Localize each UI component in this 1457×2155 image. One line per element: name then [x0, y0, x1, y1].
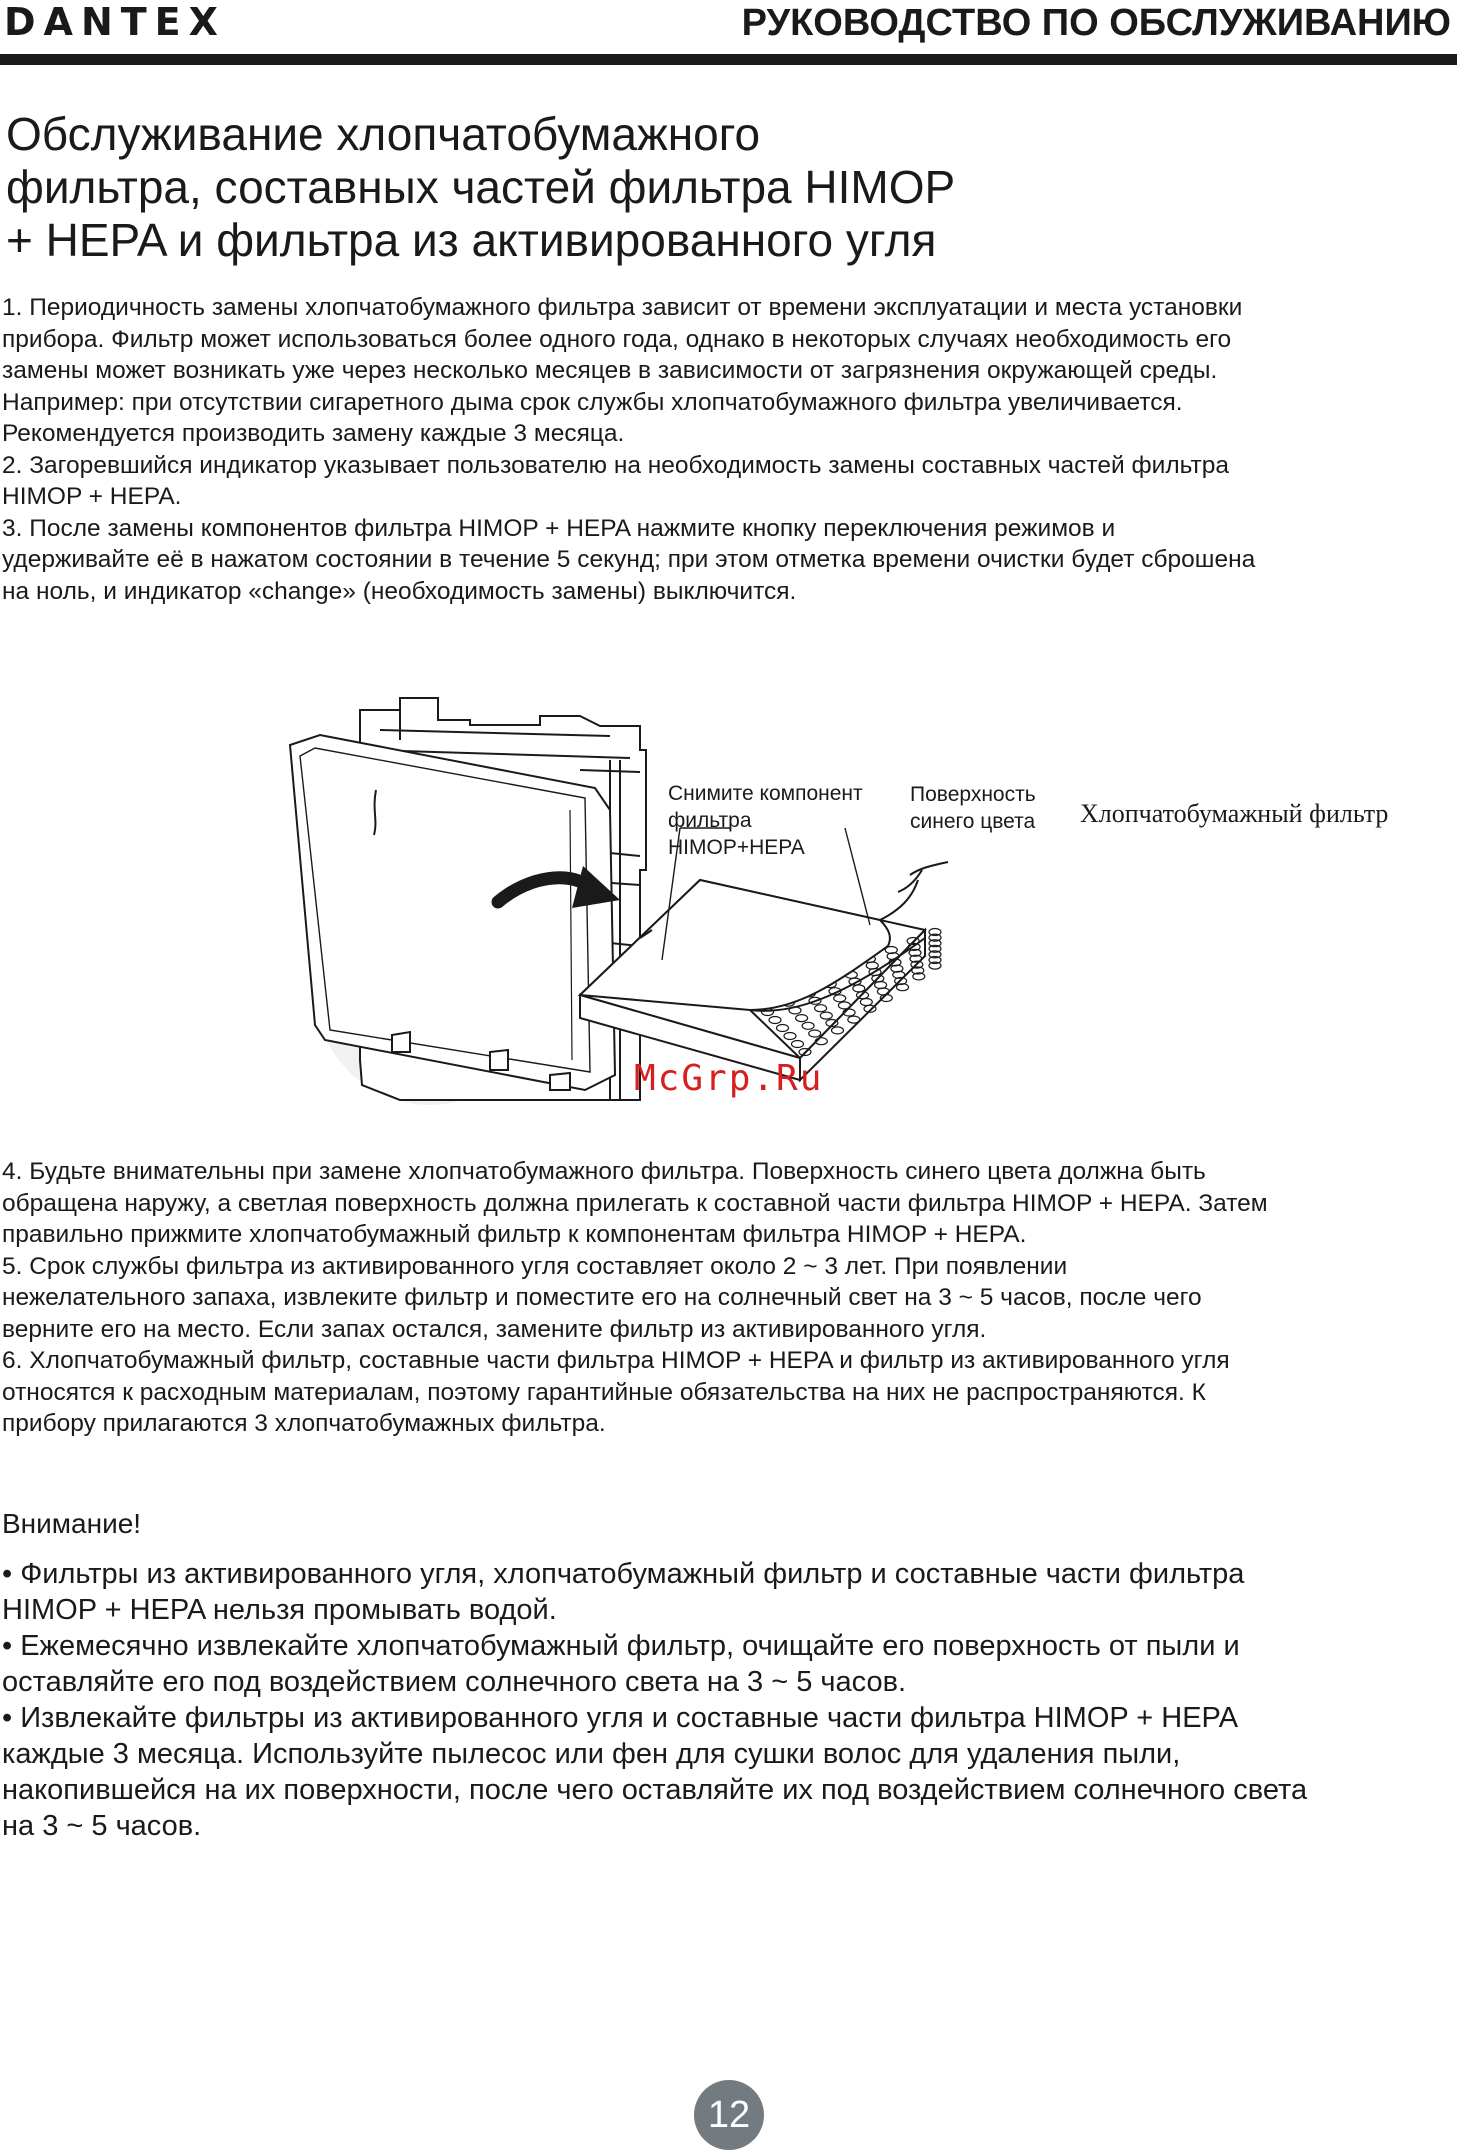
watermark: McGrp.Ru [634, 1058, 824, 1099]
label-blue-surface: Поверхность синего цвета [910, 783, 1036, 833]
header-rule [0, 54, 1457, 65]
warning-heading: Внимание! [2, 1508, 142, 1539]
warning-list: • Фильтры из активированного угля, хлопчатобумажный фильтр и составные части фильтра HIMOP + HEPA нельзя промывать водой. • Ежемесячно извлекайте хлопчатобумажный фильтр, очищайте его поверхность от пыли и оставляйте его под воздействием солнечного света на 3 ~ 5 часов. • Извлекайте фильтры из активированного угля и составные части фильтра HIMOP + HEPA каждые 3 месяца. Используйте пылесос или фен для сушки волос для удаления пыли, накопившейся на их поверхности, после чего оставляйте их под воздействием солнечного света на 3 ~ 5 часов. [2, 1558, 1308, 1842]
instructions-4-6: 4. Будьте внимательны при замене хлопчатобумажного фильтра. Поверхность синего цвета должна быть обращена наружу, а светлая поверхность должна прилегать к составной части фильтра HIMOP + HEPA. Затем правильно прижмите хлопчатобумажный фильтр к компонентам фильтра HIMOP + HEPA. 5. Срок службы фильтра из активированного угля составляет около 2 ~ 3 лет. При появлении нежелательного запаха, извлеките фильтр и поместите его на солнечный свет на 3 ~ 5 часов, после чего верните его на место. Если запах остался, замените фильтр из активированного угля. 6. Хлопчатобумажный фильтр, составные части фильтра HIMOP + HEPA и фильтр из активированного угля относятся к расходным материалам, поэтому гарантийные обязательства на них не распространяются. К прибору прилагаются 3 хлопчатобумажных фильтра. [2, 1158, 1268, 1437]
filter-illustration [280, 680, 1457, 1120]
filter-replacement-figure [280, 680, 1457, 1120]
brand-logo: DANTEX [4, 0, 226, 44]
instructions-1-3: 1. Периодичность замены хлопчатобумажного фильтра зависит от времени эксплуатации и места установки прибора. Фильтр может использоваться более одного года, однако в некоторых случаях необходимость его замены может возникать уже через несколько месяцев в зависимости от загрязнения окружающей среды. Например: при отсутствии сигаретного дыма срок службы хлопчатобумажного фильтра увеличивается. Рекомендуется производить замену каждые 3 месяца. 2. Загоревшийся индикатор указывает пользователю на необходимость замены составных частей фильтра HIMOP + HEPA. 3. После замены компонентов фильтра HIMOP + HEPA нажмите кнопку переключения режимов и удерживайте её в нажатом состоянии в течение 5 секунд; при этом отметка времени очистки будет сброшена на ноль, и индикатор «change» (необходимость замены) выключится. [2, 294, 1256, 605]
section-title: Обслуживание хлопчатобумажного фильтра, составных частей фильтра HIMOP + HEPA и фильтра из активированного угля [6, 108, 956, 266]
label-cotton-filter: Хлопчатобумажный фильтр [1080, 799, 1389, 828]
filter-panel [290, 735, 615, 1090]
label-remove-component: Снимите компонент фильтра HIMOP+HEPA [668, 782, 863, 859]
page-number-badge: 12 [694, 2080, 764, 2150]
page-header [0, 0, 1457, 66]
header-title: РУКОВОДСТВО ПО ОБСЛУЖИВАНИЮ [741, 2, 1451, 44]
